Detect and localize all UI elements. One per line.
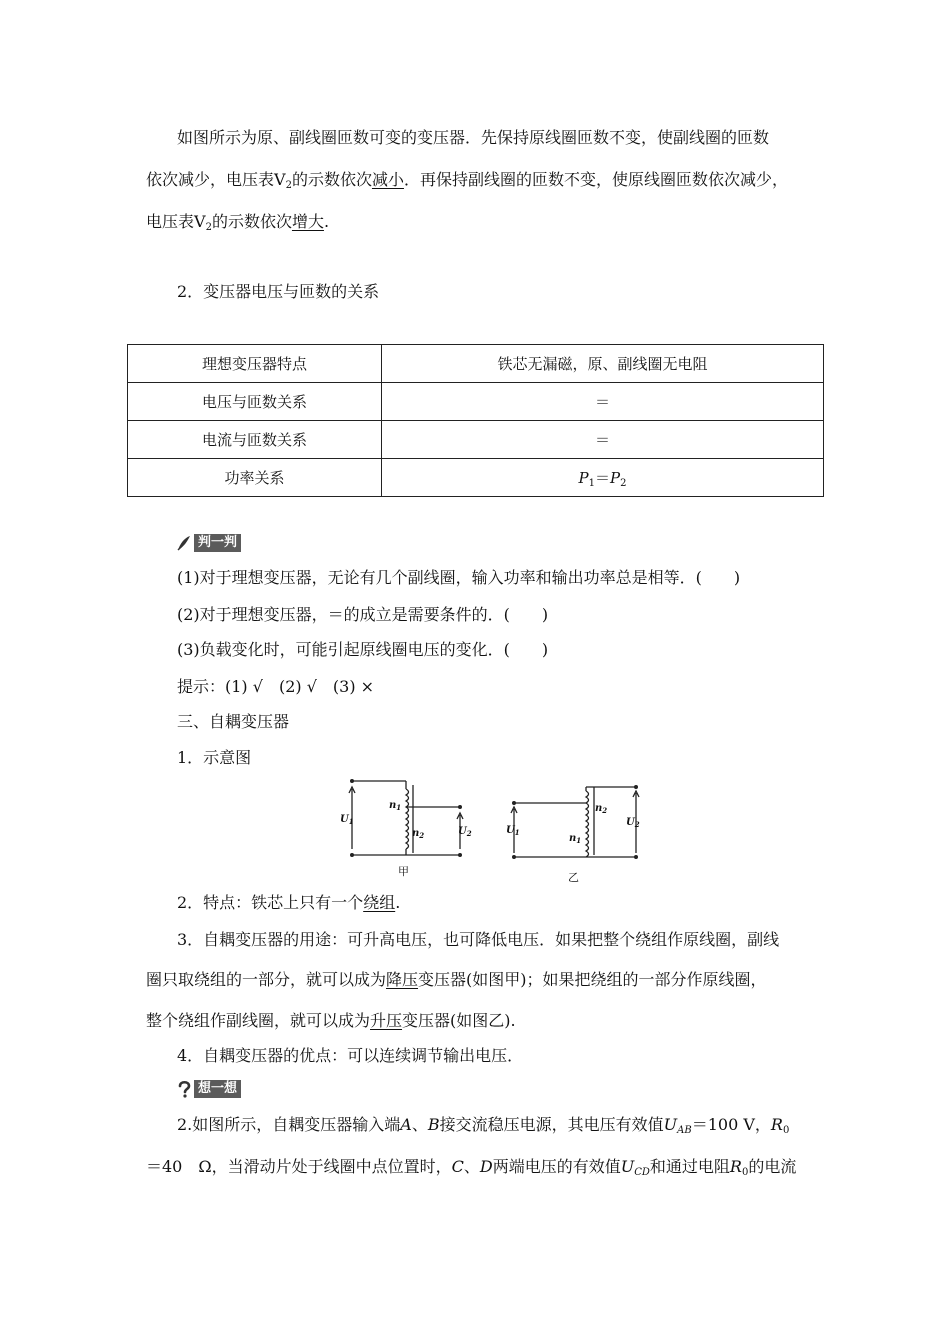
question-text: 2.如图所示，自耦变压器输入端 [177,1115,401,1134]
subscript: AB [677,1125,692,1136]
label-u2: $U_2$ [458,826,472,838]
paragraph-text: 变压器(如图甲)；如果把绕组的一部分作原线圈， [418,970,767,989]
paragraph: 4．自耦变压器的优点：可以连续调节输出电压． [177,1046,524,1065]
table-cell-power [382,459,824,497]
section-title: 2．变压器电压与匝数的关系 [177,282,380,301]
symbol: R [770,1115,783,1134]
table-cell: 铁芯无漏磁，原、副线圈无电阻 [382,345,824,383]
judge-item: (2)对于理想变压器，＝的成立是需要条件的．( ) [177,605,549,624]
question-text: ＝100 V， [691,1115,771,1134]
question-line-2 [146,1157,796,1177]
symbol: A [400,1115,412,1134]
hint-line: 提示：(1) √ (2) √ (3) × [177,677,375,696]
relation-table [127,344,824,497]
caption-jia: 甲 [398,865,409,878]
label-u2: $U_2$ [626,817,640,829]
label-n2: $n_2$ [412,828,425,840]
answer-blank: 减小 [371,170,404,189]
paragraph-text: 变压器(如图乙). [402,1011,516,1030]
intro-text: 如图所示为原、副线圈匝数可变的变压器．先保持原线圈匝数不变，使副线圈的匝数 [177,128,770,147]
subscript: 2 [205,222,212,233]
symbol: ＝ [594,469,610,487]
paragraph [146,970,767,990]
intro-line-2 [146,170,788,190]
paragraph-text: 2．特点：铁芯上只有一个 [177,893,364,912]
table-row [128,345,824,383]
intro-text: . [323,212,330,231]
badge-label: 想一想 [194,1080,241,1098]
diagram-right [511,787,639,857]
judge-badge [176,534,241,552]
answer-blank: 升压 [370,1011,403,1030]
judge-item: (1)对于理想变压器，无论有几个副线圈，输入功率和输出功率总是相等．( ) [177,568,741,587]
subscript: 2 [620,478,627,489]
intro-text: 电压表V [146,212,206,231]
intro-line-1 [177,128,769,148]
question-text: 、 [411,1115,428,1134]
intro-text: 的示数依次 [211,212,292,231]
table-cell: 功率关系 [128,459,382,497]
paragraph [177,893,400,913]
symbol: D [479,1157,493,1176]
answer-blank: 绕组 [363,893,396,912]
paragraph-text: 整个绕组作副线圈，就可以成为 [146,1011,371,1030]
section-title: 三、自耦变压器 [177,712,290,731]
table-cell: 理想变压器特点 [128,345,382,383]
caption-yi: 乙 [568,871,579,884]
question-text: ＝40 Ω，当滑动片处于线圈中点位置时， [146,1157,452,1176]
intro-text: ．再保持副线圈的匝数不变，使原线圈匝数依次减少， [403,170,788,189]
question-text: 的电流 [748,1157,797,1176]
symbol: R [729,1157,742,1176]
table-cell: ＝ [382,421,824,459]
pencil-icon [176,534,192,552]
answer-blank: 增大 [291,212,324,231]
subscript: 0 [741,1167,749,1178]
table-cell: 电压与匝数关系 [128,383,382,421]
table-cell: ＝ [382,383,824,421]
subscript: 0 [782,1125,790,1136]
question-text: 接交流稳压电源，其电压有效值 [439,1115,664,1134]
intro-text: 依次减少，电压表V [146,170,286,189]
diagram-left [349,781,463,855]
subscript: 1 [588,478,595,489]
question-text: 和通过电阻 [649,1157,730,1176]
symbol: P [578,469,589,487]
label-n1: $n_1$ [389,800,402,812]
paragraph-text: 圈只取绕组的一部分，就可以成为 [146,970,387,989]
symbol: C [451,1157,464,1176]
label-n2: $n_2$ [595,803,608,815]
intro-text: 的示数依次 [291,170,372,189]
symbol: P [610,469,621,487]
table-row [128,383,824,421]
label-u1: $U_1$ [340,814,354,826]
symbol: U [620,1157,635,1176]
table-row [128,421,824,459]
think-badge [176,1080,241,1098]
subscript: 2 [285,180,292,191]
symbol: B [427,1115,440,1134]
table-cell: 电流与匝数关系 [128,421,382,459]
symbol: U [663,1115,678,1134]
label-u1: $U_1$ [506,825,520,837]
question-text: 两端电压的有效值 [492,1157,621,1176]
label-n1: $n_1$ [569,833,582,845]
question-mark-icon [176,1080,192,1098]
paragraph: 3．自耦变压器的用途：可升高电压，也可降低电压．如果把整个绕组作原线圈，副线 [177,930,780,949]
judge-item: (3)负载变化时，可能引起原线圈电压的变化．( ) [177,640,549,659]
paragraph [146,1011,516,1031]
intro-line-3 [146,212,329,232]
badge-label: 判一判 [194,534,241,552]
paragraph: 1．示意图 [177,748,252,767]
subscript: CD [634,1167,650,1178]
autotransformer-diagram [340,775,650,887]
answer-blank: 降压 [386,970,419,989]
table-row [128,459,824,497]
paragraph-text: . [395,893,401,912]
question-line-1 [177,1115,789,1135]
question-text: 、 [463,1157,480,1176]
